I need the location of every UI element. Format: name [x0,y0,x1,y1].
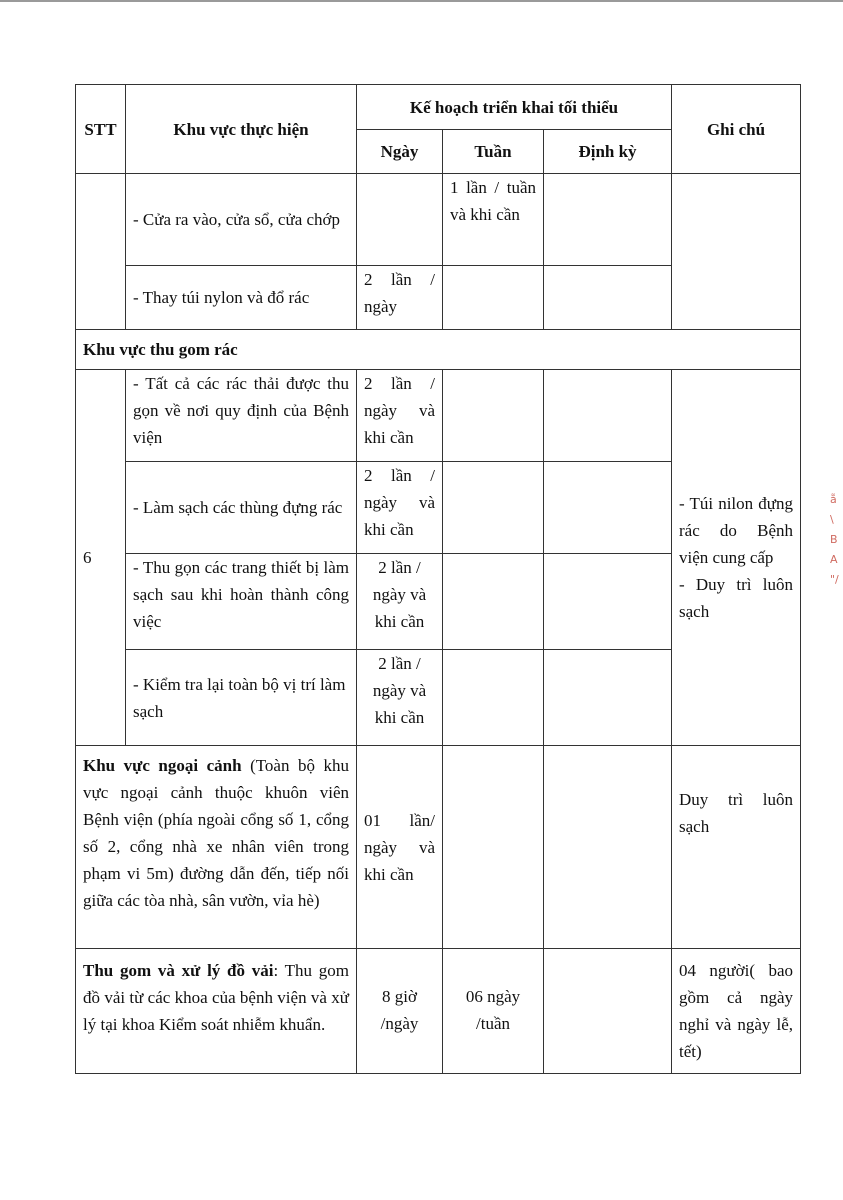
periodic-cell [544,370,672,462]
periodic-cell [544,174,672,266]
day-cell: 2 lần / ngày và khi cần [357,370,443,462]
week-cell [443,266,544,330]
laundry-text: : Thu gom đồ vải từ các khoa của bệnh viện và xử lý tại khoa Kiểm soát nhiễm khuẩn. [83,961,349,1034]
area-cell: - Làm sạch các thùng đựng rác [126,462,357,554]
note-line: - Túi nilon đựng rác do Bệnh viện cung cấp [679,494,793,567]
side-stamp-mark [830,490,843,590]
top-border-line [0,0,843,2]
week-cell [443,746,544,949]
area-cell-laundry [76,949,357,1074]
header-day: Ngày [357,130,443,174]
stamp-char: \ [830,513,834,526]
week-cell [443,650,544,746]
exterior-title: Khu vực ngoại cảnh [83,756,242,775]
table-row [76,949,801,1074]
stamp-char: ẵ [830,493,837,506]
week-cell [443,370,544,462]
area-cell: - Thay túi nylon và đổ rác [126,266,357,330]
header-week: Tuần [443,130,544,174]
day-cell [357,174,443,266]
periodic-cell [544,266,672,330]
stt-cell: 6 [76,370,126,746]
note-cell: Duy trì luôn sạch [672,746,801,949]
table-row [76,746,801,949]
header-periodic: Định kỳ [544,130,672,174]
stamp-char: "/ [830,573,839,586]
area-cell-exterior [76,746,357,949]
header-note: Ghi chú [672,85,801,174]
periodic-cell [544,949,672,1074]
stamp-char: A [830,553,838,566]
day-cell: 2 lần / ngày và khi cần [357,462,443,554]
note-cell: 04 người( bao gồm cả ngày nghỉ và ngày lễ, tết) [672,949,801,1074]
stt-cell-empty [76,174,126,330]
area-cell: - Thu gọn các trang thiết bị làm sạch sau khi hoàn thành công việc [126,554,357,650]
periodic-cell [544,554,672,650]
header-stt: STT [76,85,126,174]
note-cell [672,370,801,746]
area-cell: - Tất cả các rác thải được thu gọn về nơi quy định của Bệnh viện [126,370,357,462]
exterior-text: (Toàn bộ khu vực ngoại cảnh thuộc khuôn viên Bệnh viện (phía ngoài cổng số 1, cổng số 2, cổng nhà xe nhân viên trong phạm vi 5m) đường dẫn đến, tiếp nối giữa các tòa nhà, sân vườn, vỉa hè) [83,756,350,910]
laundry-title: Thu gom và xử lý đồ vải [83,961,274,980]
periodic-cell [544,650,672,746]
table-row [76,370,801,462]
week-cell [443,462,544,554]
day-cell: 2 lần / ngày và khi cần [357,650,443,746]
note-cell-empty [672,174,801,330]
header-plan: Kế hoạch triển khai tối thiểu [357,85,672,130]
week-cell: 06 ngày /tuần [443,949,544,1074]
table-row [76,174,801,266]
stamp-char: B [830,533,838,546]
cleaning-plan-table [75,84,801,1074]
note-line: - Duy trì luôn sạch [679,575,793,621]
section-title-garbage: Khu vực thu gom rác [76,330,801,370]
area-cell: - Kiểm tra lại toàn bộ vị trí làm sạch [126,650,357,746]
periodic-cell [544,746,672,949]
header-area: Khu vực thực hiện [126,85,357,174]
day-cell: 2 lần / ngày và khi cần [357,554,443,650]
area-cell: - Cửa ra vào, cửa sổ, cửa chớp [126,174,357,266]
week-cell: 1 lần / tuần và khi cần [443,174,544,266]
week-cell [443,554,544,650]
day-cell: 01 lần/ ngày và khi cần [357,746,443,949]
periodic-cell [544,462,672,554]
day-cell: 2 lần / ngày [357,266,443,330]
day-cell: 8 giờ /ngày [357,949,443,1074]
